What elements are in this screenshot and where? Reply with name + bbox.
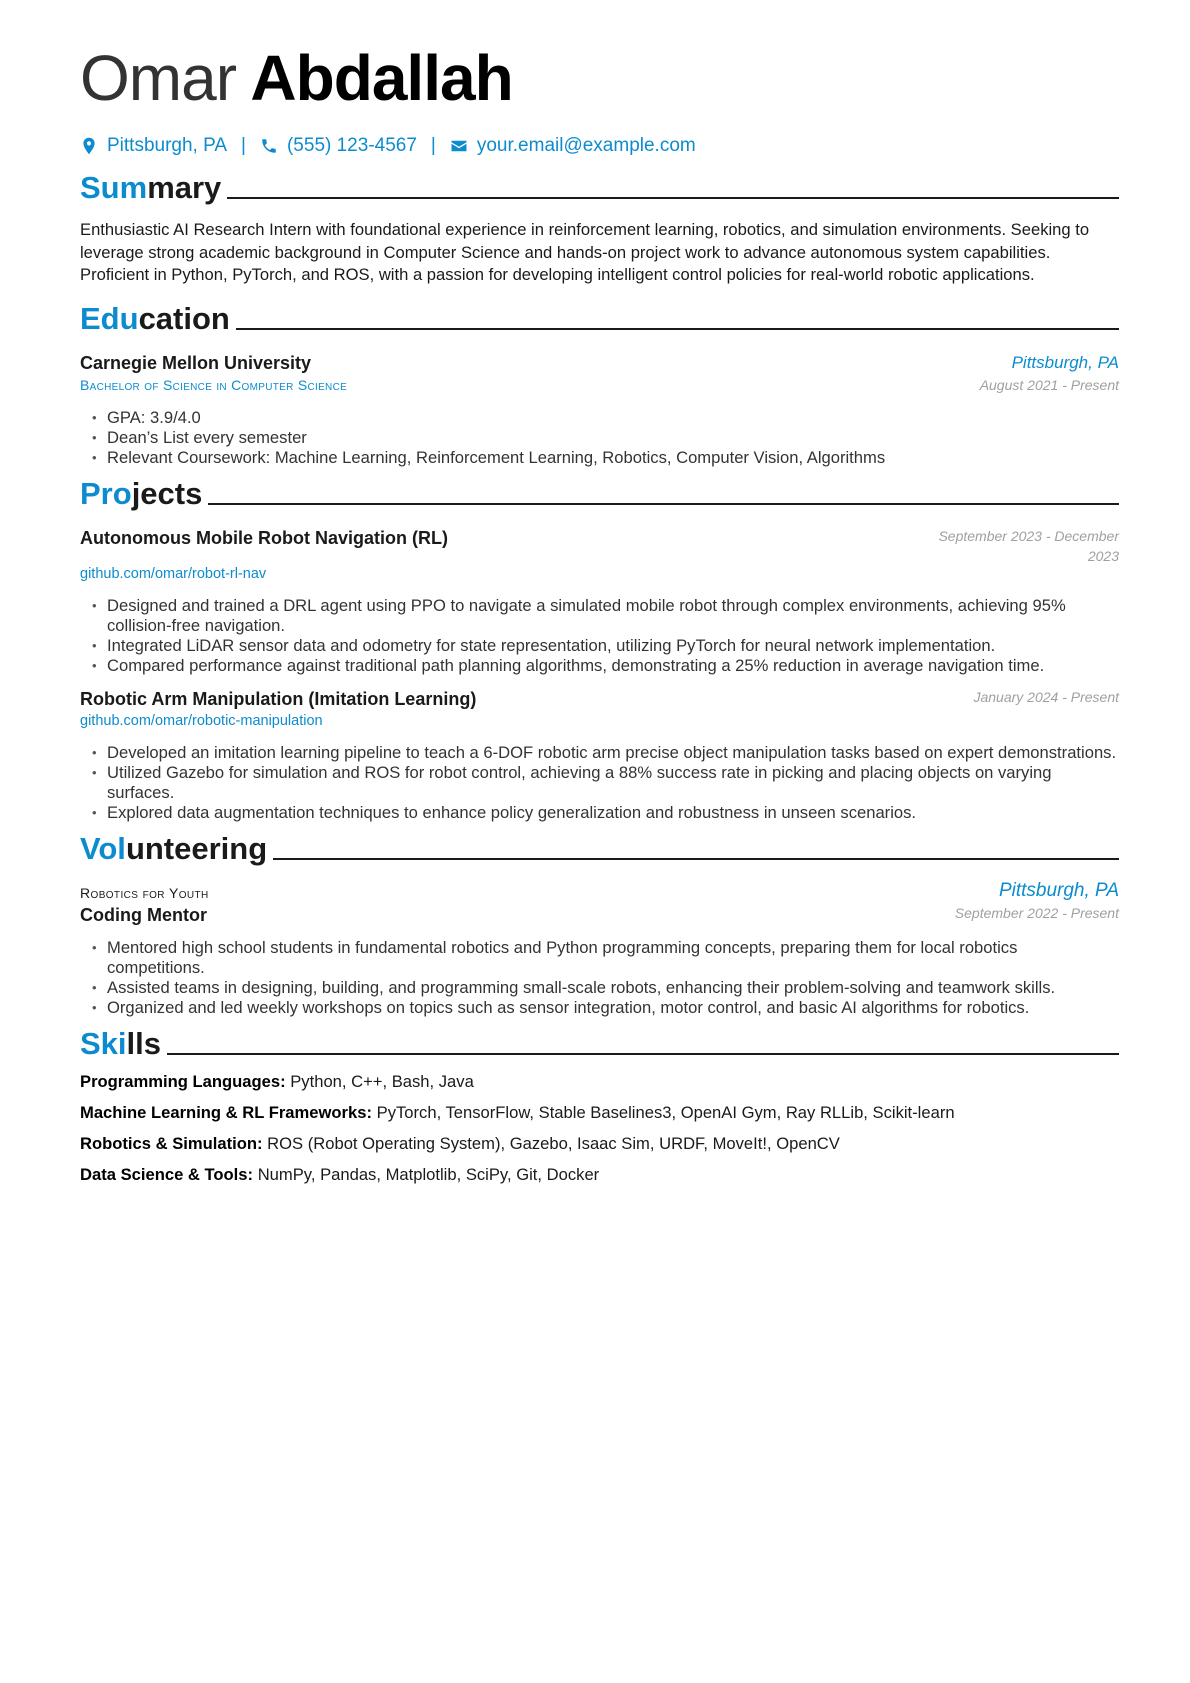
contact-bar: [80, 132, 1119, 160]
role-title: Coding Mentor: [80, 904, 207, 925]
section-title-accent: Edu: [80, 300, 139, 336]
skill-row: [80, 1102, 1119, 1124]
list-item: • Utilized Gazebo for simulation and ROS for robot control, achieving a 88% success rate in picking and placing objects on varying surfaces.: [107, 763, 1119, 803]
list-item: • Assisted teams in designing, building, and programming small-scale robots, enhancing their problem-solving and teamwork skills.: [107, 978, 1119, 998]
section-rule: [208, 503, 1119, 505]
volunteering-header-row: [80, 879, 1119, 903]
list-item: • Mentored high school students in fundamental robotics and Python programming concepts, preparing them for local robotics competitions.: [107, 938, 1119, 978]
organization-name: Robotics for Youth: [80, 884, 209, 901]
project-dates: [938, 526, 1119, 566]
skills-list: [80, 1071, 1119, 1186]
education-sub-row: [80, 375, 1119, 395]
project-entry: [80, 526, 1119, 676]
degree: Bachelor of Science in Computer Science: [80, 376, 348, 393]
section-title: [80, 1026, 161, 1062]
section-heading-volunteering: [80, 829, 1119, 867]
skill-value: ROS (Robot Operating System), Gazebo, Isaac Sim, URDF, MoveIt!, OpenCV: [267, 1133, 840, 1153]
education-entry: [80, 351, 1119, 468]
section-heading-summary: [80, 168, 1119, 206]
skill-value: Python, C++, Bash, Java: [290, 1071, 474, 1091]
school-location: Pittsburgh, PA: [1011, 352, 1119, 372]
contact-location: [80, 135, 227, 157]
project-dates: January 2024 - Present: [973, 688, 1119, 705]
contact-separator: |: [241, 135, 246, 156]
section-rule: [167, 1053, 1119, 1055]
list-item: • Relevant Coursework: Machine Learning, Reinforcement Learning, Robotics, Computer Vision, Algorithms: [107, 448, 1119, 468]
skill-value: PyTorch, TensorFlow, Stable Baselines3, OpenAI Gym, Ray RLLib, Scikit-learn: [376, 1102, 955, 1122]
education-dates: August 2021 - Present: [979, 376, 1119, 393]
project-dates-line1: September 2023 - December: [938, 527, 1119, 544]
section-heading-education: [80, 299, 1119, 337]
list-item: • Dean’s List every semester: [107, 428, 1119, 448]
list-item: • Developed an imitation learning pipeline to teach a 6-DOF robotic arm precise object manipulation tasks based on expert demonstrations.: [107, 743, 1119, 763]
first-name: Omar: [80, 42, 236, 114]
section-title-accent: Ski: [80, 1025, 127, 1061]
volunteering-sub-row: [80, 903, 1119, 927]
project-header-row: [80, 526, 1119, 566]
project-dates-line2: 2023: [1087, 547, 1119, 564]
section-title-rest: unteering: [125, 830, 268, 866]
section-title-rest: cation: [138, 300, 230, 336]
list-item: • Compared performance against traditional path planning algorithms, demonstrating a 25% reduction in average navigation time.: [107, 656, 1119, 676]
list-item: • Organized and led weekly workshops on topics such as sensor integration, motor control, and basic AI algorithms for robotics.: [107, 998, 1119, 1018]
section-rule: [236, 328, 1119, 330]
phone-icon: [260, 137, 278, 155]
skill-label: Machine Learning & RL Frameworks:: [80, 1102, 372, 1122]
skill-label: Programming Languages:: [80, 1071, 286, 1091]
skill-row: [80, 1164, 1119, 1186]
section-rule: [273, 858, 1119, 860]
school-name: Carnegie Mellon University: [80, 352, 312, 373]
section-title-accent: Vol: [80, 830, 126, 866]
project-bullets: [80, 743, 1119, 823]
list-item: • Designed and trained a DRL agent using PPO to navigate a simulated mobile robot through complex environments, achieving 95% collision-free navigation.: [107, 596, 1119, 636]
contact-separator: |: [430, 135, 436, 156]
section-title-rest: jects: [131, 475, 203, 511]
section-title: [80, 301, 230, 337]
last-name: Abdallah: [250, 42, 513, 114]
map-marker-icon: [80, 137, 98, 155]
project-link[interactable]: github.com/omar/robot-rl-nav: [80, 565, 267, 582]
volunteering-bullets: [80, 938, 1119, 1018]
skill-label: Data Science & Tools:: [80, 1164, 254, 1184]
summary-text: Enthusiastic AI Research Intern with foundational experience in reinforcement learning, robotics, and simulation environments. Seeking to leverage strong academic background in Computer Science and hands-on project work to advance autonomous system capabilities. Proficient in Python, PyTorch, and ROS, with a passion for developing intelligent control policies for real-world robotic applications.: [80, 220, 1090, 284]
contact-phone[interactable]: [260, 135, 417, 157]
project-header-row: [80, 687, 1119, 711]
section-title-rest: lls: [126, 1025, 161, 1061]
volunteering-entry: [80, 879, 1119, 1018]
project-title: Autonomous Mobile Robot Navigation (RL): [80, 527, 448, 548]
project-link[interactable]: github.com/omar/robotic-manipulation: [80, 712, 323, 729]
section-title-rest: mary: [147, 170, 222, 205]
volunteering-location: Pittsburgh, PA: [998, 879, 1119, 901]
section-rule: [227, 197, 1119, 199]
education-header-row: [80, 351, 1119, 375]
list-item: • Explored data augmentation techniques to enhance policy generalization and robustness in unseen scenarios.: [107, 803, 1119, 823]
skill-row: [80, 1133, 1119, 1155]
section-title-accent: Pro: [80, 475, 132, 511]
section-heading-projects: [80, 474, 1119, 512]
project-bullets: [80, 596, 1119, 676]
section-heading-skills: [80, 1024, 1119, 1062]
education-bullets: [80, 408, 1119, 468]
section-title-accent: Sum: [80, 170, 148, 205]
location-text: Pittsburgh, PA: [107, 135, 228, 156]
skill-label: Robotics & Simulation:: [80, 1133, 263, 1153]
section-title: [80, 831, 267, 867]
list-item: • GPA: 3.9/4.0: [107, 408, 1119, 428]
skill-row: [80, 1071, 1119, 1093]
list-item: • Integrated LiDAR sensor data and odometry for state representation, utilizing PyTorch for neural network implementation.: [107, 636, 1119, 656]
skill-value: NumPy, Pandas, Matplotlib, SciPy, Git, Docker: [257, 1164, 600, 1184]
project-title: Robotic Arm Manipulation (Imitation Learning): [80, 688, 477, 709]
envelope-icon: [450, 137, 468, 155]
section-title: [80, 476, 202, 512]
email-text: your.email@example.com: [476, 135, 696, 156]
phone-text: (555) 123-4567: [286, 135, 417, 156]
contact-email[interactable]: [450, 135, 696, 157]
volunteering-dates: September 2022 - Present: [954, 904, 1119, 921]
section-title: [80, 170, 221, 206]
candidate-name: [80, 0, 1119, 115]
project-entry: [80, 687, 1119, 823]
